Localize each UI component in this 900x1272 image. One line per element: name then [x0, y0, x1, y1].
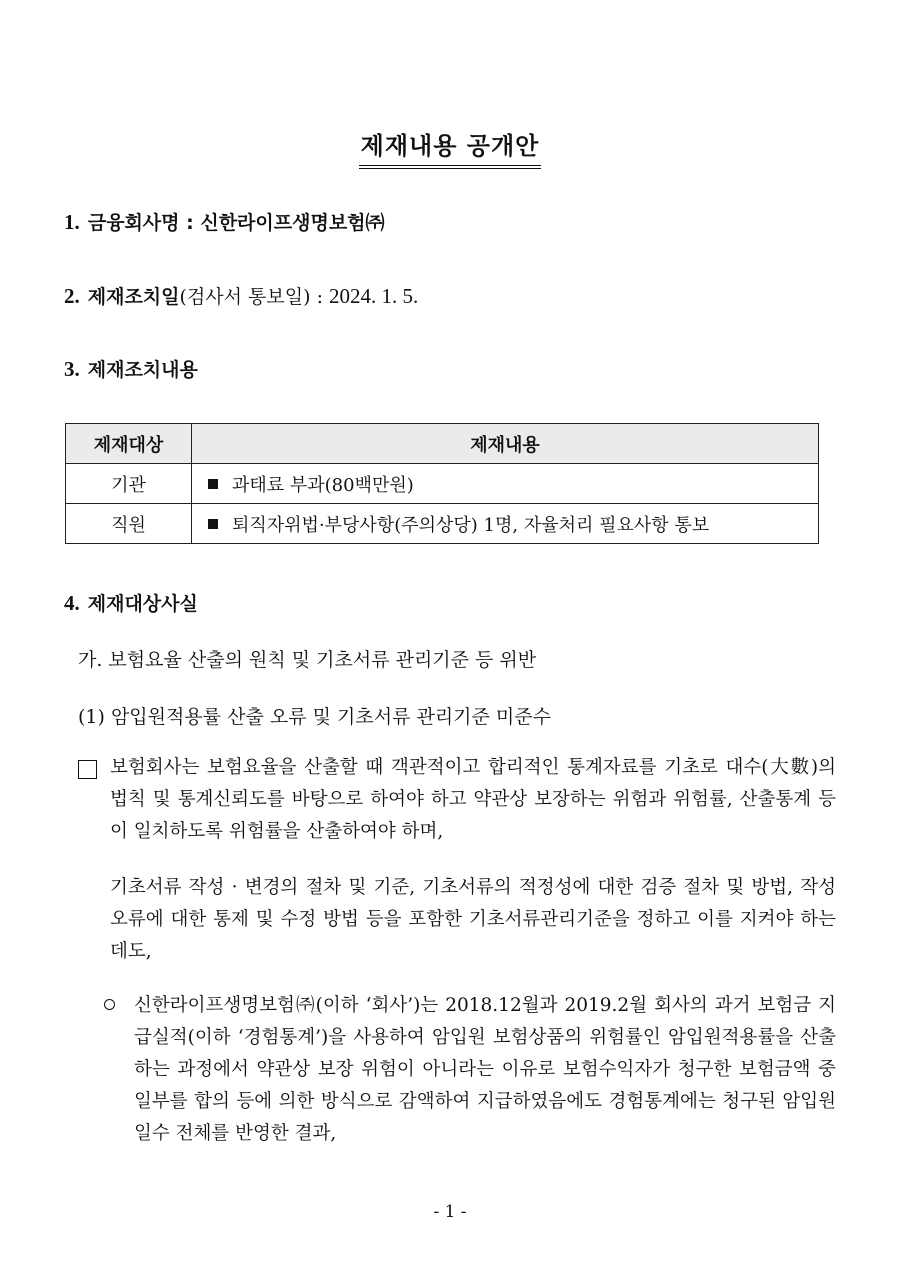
subheading-a: 가. 보험요율 산출의 원칙 및 기초서류 관리기준 등 위반 — [78, 649, 537, 671]
item-label: 제재대상사실 — [87, 593, 198, 615]
item-label: 제재조치일 — [87, 286, 180, 308]
item-sanction-facts — [64, 589, 198, 616]
paragraph-3: 신한라이프생명보험㈜(이하 ‘회사’)는 2018.12월과 2019.2월 회사의 과거 보험금 지급실적(이하 ‘경험통계’)을 사용하여 암입원 보험상품의 위험률인 암입원적용률을 산출하는 과정에서 약관상 보장 위험이 아니라는 이유로 보험수익자가 청구한 보험금액 중 일부를 합의 등에 의한 방식으로 감액하여 지급하였음에도 경험통계에는 청구된 암입원일수 전체를 반영한 결과, — [134, 995, 836, 1144]
row-content-text: 과태료 부과(80백만원) — [232, 474, 414, 496]
item-separator: : — [310, 286, 330, 308]
item-number: 1. — [64, 210, 80, 234]
item-sanction-details — [64, 355, 198, 382]
item-number: 3. — [64, 357, 80, 381]
item-number: 2. — [64, 284, 80, 308]
page-title: 제재내용 공개안 — [359, 126, 542, 169]
item-number: 4. — [64, 591, 80, 615]
paragraph-1: 보험회사는 보험요율을 산출할 때 객관적이고 합리적인 통계자료를 기초로 대수(大數)의 법칙 및 통계신뢰도를 바탕으로 하여야 하고 약관상 보장하는 위험과 위험률, 산출통계 등이 일치하도록 위험률을 산출하여야 하며, — [110, 757, 836, 842]
header-content: 제재내용 — [192, 424, 819, 464]
sanction-date-value: 2024. 1. 5. — [329, 284, 419, 308]
page-number: - 1 - — [433, 1202, 467, 1222]
table-header-row — [66, 424, 819, 464]
header-target: 제재대상 — [66, 424, 192, 464]
item-label: 제재조치내용 — [87, 359, 198, 381]
square-bullet-icon — [208, 519, 218, 529]
square-bullet-icon — [208, 479, 218, 489]
title-wrap — [0, 126, 900, 169]
row-content — [192, 504, 819, 544]
paragraph-2: 기초서류 작성 · 변경의 절차 및 기준, 기초서류의 적정성에 대한 검증 절차 및 방법, 작성 오류에 대한 통제 및 수정 방법 등을 포함한 기초서류관리기준을 정하고 이를 지켜야 하는데도, — [110, 877, 836, 962]
row-target: 직원 — [66, 504, 192, 544]
sanction-table — [65, 423, 819, 544]
subheading-1: (1) 암입원적용률 산출 오류 및 기초서류 관리기준 미준수 — [78, 706, 551, 728]
checkbox-bullet-icon — [78, 760, 97, 779]
table-row — [66, 464, 819, 504]
row-target: 기관 — [66, 464, 192, 504]
item-label: 금융회사명 : 신한라이프생명보험㈜ — [87, 212, 385, 234]
circle-bullet-icon — [104, 999, 115, 1010]
item-sanction-date — [64, 282, 418, 309]
table-row — [66, 504, 819, 544]
row-content-text: 퇴직자위법·부당사항(주의상당) 1명, 자율처리 필요사항 통보 — [232, 514, 710, 536]
row-content — [192, 464, 819, 504]
item-paren: (검사서 통보일) — [179, 286, 311, 308]
item-company-name — [64, 208, 385, 235]
